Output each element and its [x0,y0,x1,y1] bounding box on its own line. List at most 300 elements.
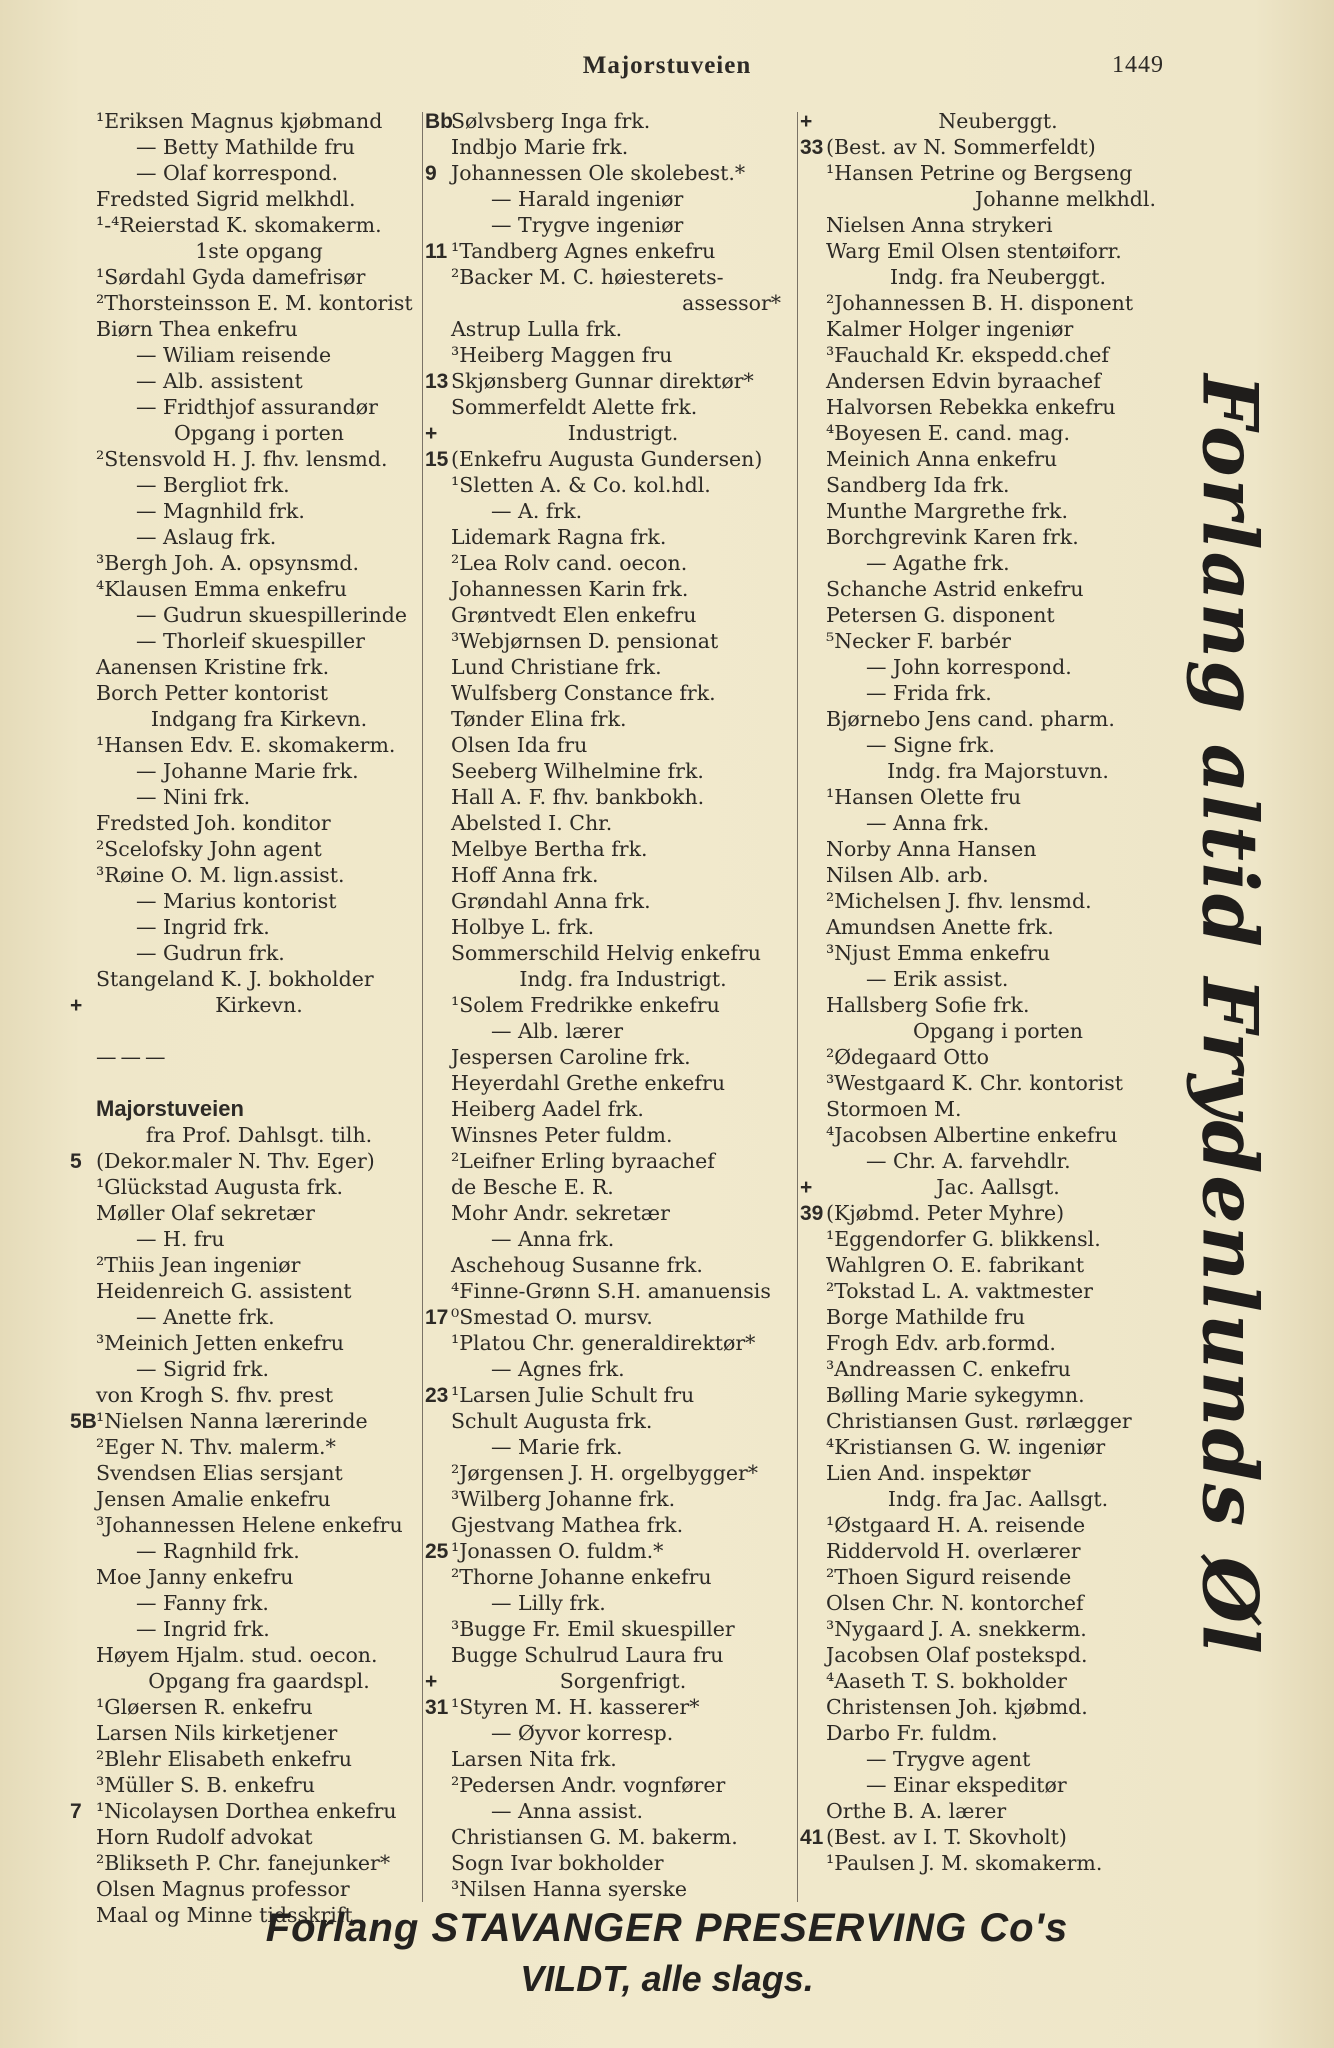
entry-text: (Kjøbmd. Peter Myhre) [826,1201,1065,1225]
directory-entry [425,1122,795,1148]
directory-entry [800,1226,1170,1252]
entry-text: Norby Anna Hansen [826,837,1037,861]
entry-text: ⁵Necker F. barbér [826,629,1011,653]
house-number: 39 [800,1202,824,1225]
entry-text: — Trygve agent [866,1747,1031,1771]
directory-entry [425,992,795,1018]
directory-entry [70,732,422,758]
directory-entry [70,1512,422,1538]
entry-text: ²Thorsteinsson E. M. kontorist [96,291,413,315]
directory-entry [800,914,1170,940]
house-number: 23 [425,1384,449,1407]
entry-text: ²Eger N. Thv. malerm.* [96,1435,336,1459]
entry-text: de Besche E. R. [451,1175,614,1199]
entry-text: Jensen Amalie enkefru [96,1487,331,1511]
directory-entry [425,186,795,212]
directory-entry [70,1668,422,1694]
directory-entry [800,1824,1170,1850]
directory-entry [800,862,1170,888]
directory-entry [425,914,795,940]
entry-text: Sandberg Ida frk. [826,473,1010,497]
directory-entry [425,602,795,628]
entry-text: ²Michelsen J. fhv. lensmd. [826,889,1092,913]
directory-entry [800,940,1170,966]
directory-entry [70,1460,422,1486]
entry-text: Jespersen Caroline frk. [451,1045,691,1069]
entry-text: Warg Emil Olsen stentøiforr. [826,239,1122,263]
directory-entry [70,784,422,810]
directory-entry [800,836,1170,862]
entry-text: ⁴Kristiansen G. W. ingeniør [826,1435,1106,1459]
entry-text: ¹Jonassen O. fuldm.* [451,1539,664,1563]
directory-entry [425,1356,795,1382]
entry-text: ²Pedersen Andr. vognfører [451,1773,726,1797]
entry-text: — Ingrid frk. [136,915,270,939]
entry-text: — Sigrid frk. [136,1357,270,1381]
entry-text: Fredsted Sigrid melkhdl. [96,187,356,211]
directory-entry [70,1772,422,1798]
house-number: + [70,994,83,1017]
entry-text: — Wiliam reisende [136,343,332,367]
entry-text: Hoff Anna frk. [451,863,599,887]
directory-entry [70,914,422,940]
entry-text: Industrigt. [567,421,679,445]
page-number: 1449 [1112,52,1164,78]
house-number: 25 [425,1540,449,1563]
directory-entry [800,368,1170,394]
directory-entry [425,498,795,524]
entry-text: Olsen Chr. N. kontorchef [826,1591,1084,1615]
directory-entry [70,212,422,238]
directory-entry [425,212,795,238]
directory-entry [800,290,1170,316]
entry-text: ²Jørgensen J. H. orgelbygger* [451,1461,759,1485]
directory-entry [425,1798,795,1824]
entry-text: Stangeland K. J. bokholder [96,967,374,991]
entry-text: ¹Glückstad Augusta frk. [96,1175,344,1199]
entry-text: — A. frk. [491,499,583,523]
entry-text: ²Blehr Elisabeth enkefru [96,1747,352,1771]
directory-entry [800,394,1170,420]
directory-entry [70,1694,422,1720]
directory-entry [800,732,1170,758]
entry-text: Amundsen Anette frk. [826,915,1054,939]
directory-entry [70,1200,422,1226]
directory-entry [800,992,1170,1018]
entry-text: — Agathe frk. [866,551,1010,575]
directory-entry [800,160,1170,186]
directory-entry [425,1564,795,1590]
directory-entry [800,1200,1170,1226]
entry-text: — Anna assist. [491,1799,644,1823]
directory-entry [425,1070,795,1096]
directory-entry [800,1486,1170,1512]
directory-entry [425,680,795,706]
bottom-advertisement-line-2: VILDT, alle slags. [520,1958,814,1999]
entry-text: Tønder Elina frk. [451,707,627,731]
directory-entry [425,1434,795,1460]
directory-entry [800,1512,1170,1538]
entry-text: — Aslaug frk. [136,525,277,549]
directory-entry [800,446,1170,472]
entry-text: ¹Sørdahl Gyda damefrisør [96,265,366,289]
directory-entry [800,1720,1170,1746]
entry-text: Gjestvang Mathea frk. [451,1513,684,1537]
house-number: 41 [800,1826,824,1849]
directory-entry [800,1850,1170,1876]
directory-entry [70,420,422,446]
directory-entry [800,680,1170,706]
directory-entry [800,108,1170,134]
directory-entry [70,134,422,160]
entry-text: Christensen Joh. kjøbmd. [826,1695,1088,1719]
entry-text: Biørn Thea enkefru [96,317,298,341]
entry-text: Christiansen G. M. bakerm. [451,1825,738,1849]
entry-text: — Trygve ingeniør [491,213,684,237]
entry-text: Melbye Bertha frk. [451,837,648,861]
entry-text: Sogn Ivar bokholder [451,1851,664,1875]
entry-text: Bølling Marie sykegymn. [826,1383,1085,1407]
entry-text: Seeberg Wilhelmine frk. [451,759,704,783]
house-number: Bb [425,110,453,133]
directory-entry [425,654,795,680]
entry-text: ³Wilberg Johanne frk. [451,1487,676,1511]
entry-text: ³Nygaard J. A. snekkerm. [826,1617,1087,1641]
entry-text: — Alb. assistent [136,369,303,393]
column-divider [797,112,798,1902]
directory-entry [70,1070,422,1096]
entry-text: Borge Mathilde fru [826,1305,1026,1329]
entry-text: — Magnhild frk. [136,499,305,523]
entry-text: Indg. fra Majorstuvn. [887,759,1109,783]
directory-entry [70,238,422,264]
directory-entry [800,1746,1170,1772]
directory-entry [425,1044,795,1070]
entry-text: — Marius kontorist [136,889,337,913]
directory-entry [425,758,795,784]
entry-text: — Bergliot frk. [136,473,290,497]
directory-entry [425,238,795,264]
entry-text: Abelsted I. Chr. [451,811,613,835]
directory-entry [70,1486,422,1512]
directory-entry [800,706,1170,732]
directory-entry [425,1278,795,1304]
entry-text: ¹Larsen Julie Schult fru [451,1383,695,1407]
directory-entry [70,342,422,368]
entry-text: — Nini frk. [136,785,251,809]
entry-text: Johanne melkhdl. [975,187,1156,211]
directory-entry [425,1512,795,1538]
entry-text: ²Thorne Johanne enkefru [451,1565,712,1589]
directory-entry [800,810,1170,836]
entry-text: ¹Hansen Petrine og Bergseng [826,161,1133,185]
directory-entry [425,1330,795,1356]
house-number: 7 [70,1800,82,1823]
entry-text: ³Bergh Joh. A. opsynsmd. [96,551,360,575]
entry-text: Indg. fra Jac. Aallsgt. [887,1487,1109,1511]
entry-text: Maal og Minne tidsskrift [96,1903,353,1927]
directory-entry [425,1538,795,1564]
directory-entry [70,1850,422,1876]
entry-text: Larsen Nita frk. [451,1747,617,1771]
directory-entry [70,1148,422,1174]
entry-text: ⁴Finne-Grønn S.H. amanuensis [451,1279,771,1303]
directory-entry [800,1408,1170,1434]
entry-text: ²Lea Rolv cand. oecon. [451,551,688,575]
directory-entry [70,1044,422,1070]
directory-entry [800,784,1170,810]
entry-text: Svendsen Elias sersjant [96,1461,343,1485]
entry-text: ⁴Boyesen E. cand. mag. [826,421,1071,445]
entry-text: Winsnes Peter fuldm. [451,1123,673,1147]
directory-entry [425,134,795,160]
directory-entry [425,160,795,186]
directory-entry [425,446,795,472]
entry-text: Fredsted Joh. konditor [96,811,331,835]
entry-text: — Gudrun frk. [136,941,285,965]
directory-entry [70,1278,422,1304]
entry-text: Orthe B. A. lærer [826,1799,1007,1823]
entry-text: — Fridthjof assurandør [136,395,378,419]
directory-entry [70,680,422,706]
directory-entry [425,1876,795,1902]
bottom-advertisement-line-1: Forlang STAVANGER PRESERVING Co's [265,1906,1069,1950]
directory-entry [800,420,1170,446]
entry-text: ¹Platou Chr. generaldirektør* [451,1331,756,1355]
directory-entry [800,1330,1170,1356]
directory-entry [70,186,422,212]
entry-text: assessor* [682,291,781,315]
entry-text: Hall A. F. fhv. bankbokh. [451,785,705,809]
directory-entry [800,1772,1170,1798]
directory-entry [425,472,795,498]
entry-text: ¹Eriksen Magnus kjøbmand [96,109,383,133]
entry-text: ²Stensvold H. J. fhv. lensmd. [96,447,388,471]
directory-entry [800,628,1170,654]
entry-text: ⁴Aaseth T. S. bokholder [826,1669,1067,1693]
directory-entry [800,1356,1170,1382]
entry-text: — Lilly frk. [491,1591,606,1615]
entry-text: Christiansen Gust. rørlægger [826,1409,1132,1433]
directory-entry [425,1486,795,1512]
entry-text: Larsen Nils kirketjener [96,1721,338,1745]
directory-entry [70,498,422,524]
directory-entry [800,1642,1170,1668]
entry-text: — Harald ingeniør [491,187,684,211]
directory-entry [800,1070,1170,1096]
entry-text: ²Blikseth P. Chr. fanejunker* [96,1851,391,1875]
directory-entry [800,264,1170,290]
entry-text: Borchgrevink Karen frk. [826,525,1079,549]
directory-entry [70,706,422,732]
entry-text: ¹-⁴Reierstad K. skomakerm. [96,213,382,237]
entry-text: Nilsen Alb. arb. [826,863,989,887]
directory-entry [70,1642,422,1668]
directory-entry [425,420,795,446]
house-number: 11 [425,240,448,263]
entry-text: ³Webjørnsen D. pensionat [451,629,719,653]
entry-text: Lund Christiane frk. [451,655,662,679]
entry-text: — Ingrid frk. [136,1617,270,1641]
directory-entry [425,1746,795,1772]
directory-entry [800,1616,1170,1642]
directory-entry [800,1278,1170,1304]
house-number: 17 [425,1306,449,1329]
entry-text: Sølvsberg Inga frk. [451,109,651,133]
entry-text: fra Prof. Dahlsgt. tilh. [145,1123,373,1147]
entry-text: Nielsen Anna strykeri [826,213,1053,237]
entry-text: Olsen Magnus professor [96,1877,350,1901]
entry-text: Indg. fra Industrigt. [519,967,727,991]
directory-entry [425,1720,795,1746]
directory-entry [70,654,422,680]
directory-entry [70,888,422,914]
entry-text: (Dekor.maler N. Thv. Eger) [96,1149,375,1173]
entry-text: (Best. av I. T. Skovholt) [826,1825,1067,1849]
entry-text: ³Andreassen C. enkefru [826,1357,1071,1381]
entry-text: ²Johannessen B. H. disponent [826,291,1134,315]
directory-entry [70,1174,422,1200]
entry-text: Darbo Fr. fuldm. [826,1721,998,1745]
entry-text: Opgang i porten [173,421,345,445]
entry-text: Sommerfeldt Alette frk. [451,395,698,419]
entry-text: Hallsberg Sofie frk. [826,993,1030,1017]
entry-text: ¹Eggendorfer G. blikkensl. [826,1227,1101,1251]
entry-text: Olsen Ida fru [451,733,588,757]
entry-text: — Frida frk. [866,681,992,705]
directory-entry [800,238,1170,264]
house-number: + [800,110,813,133]
side-advertisement [1170,374,1290,1656]
entry-text: ³Nilsen Hanna syerske [451,1877,687,1901]
entry-text: Indg. fra Neuberggt. [889,265,1107,289]
entry-text: ²Thiis Jean ingeniør [96,1253,301,1277]
directory-entry [800,1252,1170,1278]
directory-entry [425,940,795,966]
entry-text: — Anna frk. [491,1227,615,1251]
entry-text: Astrup Lulla frk. [451,317,623,341]
directory-column-1 [70,108,422,1928]
entry-text: Lidemark Ragna frk. [451,525,667,549]
entry-text: ²Scelofsky John agent [96,837,322,861]
directory-entry [70,472,422,498]
directory-entry [70,1018,422,1044]
house-number: 13 [425,370,449,393]
directory-entry [70,1798,422,1824]
entry-text: ¹Gløersen R. enkefru [96,1695,313,1719]
directory-entry [800,1174,1170,1200]
entry-text: Grøntvedt Elen enkefru [451,603,697,627]
directory-entry [800,472,1170,498]
house-number: + [425,422,438,445]
entry-text: — Anna frk. [866,811,990,835]
entry-text: ³Johannessen Helene enkefru [96,1513,403,1537]
entry-text: Borch Petter kontorist [96,681,328,705]
directory-entry [70,1538,422,1564]
entry-text: (Enkefru Augusta Gundersen) [451,447,763,471]
directory-entry [800,576,1170,602]
entry-text: ³Bugge Fr. Emil skuespiller [451,1617,735,1641]
directory-entry [425,1018,795,1044]
entry-text: Opgang fra gaardspl. [148,1669,370,1693]
directory-entry [425,1772,795,1798]
page-title: Majorstuveien [582,52,752,79]
directory-entry [70,1356,422,1382]
directory-entry [800,342,1170,368]
directory-entry [800,1694,1170,1720]
entry-text: ³Njust Emma enkefru [826,941,1051,965]
directory-entry [425,1148,795,1174]
house-number: 5 [70,1150,82,1173]
directory-entry [70,992,422,1018]
entry-text: Johannessen Ole skolebest.* [451,161,746,185]
entry-text: Mohr Andr. sekretær [451,1201,670,1225]
entry-text: ¹Hansen Olette fru [826,785,1022,809]
entry-text: Opgang i porten [912,1019,1084,1043]
directory-entry [800,1460,1170,1486]
directory-entry [70,1382,422,1408]
directory-entry [800,316,1170,342]
entry-text: — Fanny frk. [136,1591,269,1615]
directory-entry [70,1226,422,1252]
entry-text: Wulfsberg Constance frk. [451,681,716,705]
directory-entry [800,1044,1170,1070]
house-number: 15 [425,448,449,471]
directory-entry [800,1798,1170,1824]
directory-entry [800,212,1170,238]
house-number: + [425,1670,438,1693]
side-advertisement-text: Forlang altid Frydenlunds Øl [1185,374,1275,1656]
directory-entry [800,602,1170,628]
entry-text: Jacobsen Olaf postekspd. [826,1643,1088,1667]
directory-entry [425,1226,795,1252]
entry-text: Skjønsberg Gunnar direktør* [451,369,754,393]
entry-text: Moe Janny enkefru [96,1565,294,1589]
directory-entry [800,1304,1170,1330]
entry-text: Grøndahl Anna frk. [451,889,651,913]
entry-text: ¹Nicolaysen Dorthea enkefru [96,1799,397,1823]
entry-text: Sorgenfrigt. [559,1669,687,1693]
directory-entry [70,1096,422,1122]
entry-text: Heiberg Aadel frk. [451,1097,644,1121]
house-number: + [800,1176,813,1199]
directory-entry [425,264,795,290]
directory-entry [425,628,795,654]
directory-entry [425,1408,795,1434]
directory-entry [425,966,795,992]
directory-entry [425,550,795,576]
directory-entry [70,758,422,784]
directory-entry [425,1460,795,1486]
entry-text: Halvorsen Rebekka enkefru [826,395,1116,419]
entry-text: — Ragnhild frk. [136,1539,300,1563]
directory-entry [800,1148,1170,1174]
directory-entry [70,1564,422,1590]
entry-text: ²Ødegaard Otto [826,1045,989,1069]
directory-entry [425,1616,795,1642]
directory-entry [70,108,422,134]
entry-text: Andersen Edvin byraachef [826,369,1101,393]
entry-text: ⁰Smestad O. mursv. [451,1305,653,1329]
entry-text: ¹Styren M. H. kasserer* [451,1695,700,1719]
directory-entry [800,1434,1170,1460]
entry-text: Indbjo Marie frk. [451,135,629,159]
directory-entry [425,1824,795,1850]
directory-entry [425,576,795,602]
directory-entry [800,966,1170,992]
directory-entry [425,524,795,550]
entry-text: ¹Nielsen Nanna lærerinde [96,1409,368,1433]
